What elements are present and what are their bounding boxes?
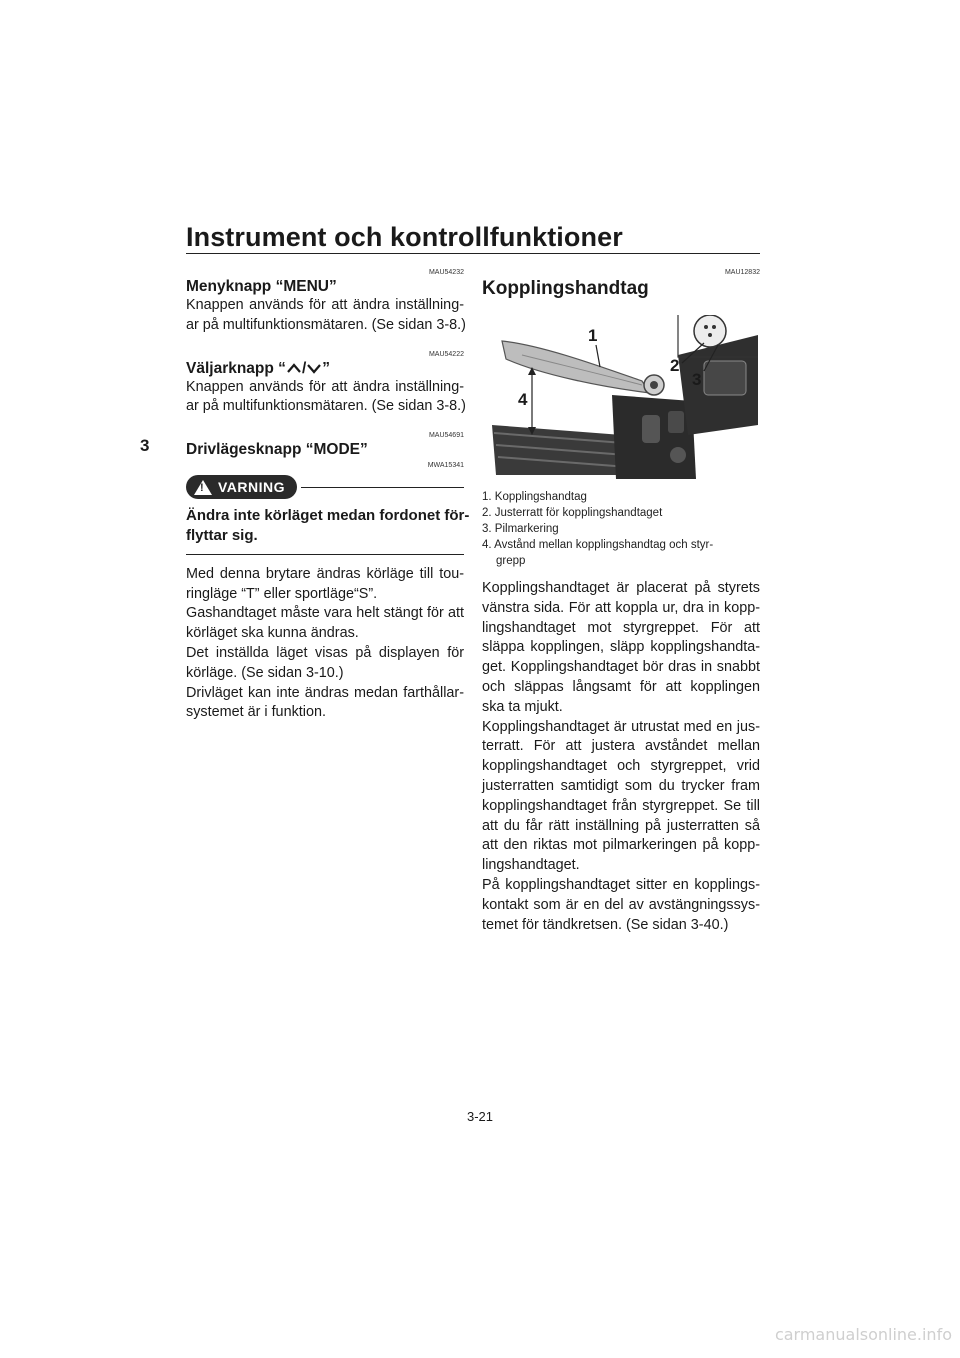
- figure-label-4: 4: [518, 390, 528, 409]
- text-line: att du får rätt inställning på justerratten så: [482, 817, 760, 834]
- chevron-down-icon: [306, 362, 322, 374]
- select-button-heading: [186, 359, 464, 378]
- text-line: Det inställda läget visas på displayen för: [186, 644, 464, 661]
- text-line: körläge. (Se sidan 3-10.): [186, 664, 344, 681]
- text-line: Kopplingshandtaget är placerat på styrets: [482, 580, 760, 596]
- page-number: 3-21: [466, 1109, 494, 1124]
- caption: 4. Avstånd mellan kopplingshandtag och styr-: [482, 539, 714, 551]
- mode-button-text: [186, 565, 464, 723]
- figure-label-2: 2: [670, 356, 680, 375]
- warning-icon: [194, 480, 212, 495]
- text-line: Ändra inte körläget medan fordonet för-: [186, 507, 470, 525]
- watermark: carmanualsonline.info: [774, 1325, 952, 1344]
- chevron-up-icon: [286, 362, 302, 374]
- text-line: flyttar sig.: [186, 526, 258, 544]
- clutch-lever-figure: [482, 315, 758, 479]
- caption-continuation: grepp: [496, 555, 526, 567]
- section-code: MAU54232: [428, 269, 464, 276]
- clutch-lever-illustration: [482, 315, 758, 479]
- header-rule: [186, 253, 760, 254]
- text-line: lingshandtaget mot styrgreppet. För att: [482, 619, 760, 636]
- text-line: temet för tändkretsen. (Se sidan 3-40.): [482, 916, 729, 933]
- heading-part: Väljarknapp “: [186, 359, 286, 377]
- mode-button-heading: Drivlägesknapp “MODE”: [186, 441, 368, 459]
- text-line: ar på multifunktionsmätaren. (Se sidan 3-8.): [186, 316, 466, 333]
- menu-button-text: [186, 296, 464, 336]
- chapter-tab: 3: [140, 436, 150, 455]
- text-line: ska ta mjukt.: [482, 698, 563, 715]
- text-line: att den riktas mot pilmarkeringen på kopp-: [482, 837, 760, 854]
- text-line: kopplingshandtaget från styrgreppet. Se till: [482, 797, 760, 814]
- heading-part: ”: [322, 359, 330, 377]
- text-line: Med denna brytare ändras körläge till tou-: [186, 565, 464, 582]
- warning-badge: [186, 475, 297, 499]
- warning-code: MWA15341: [427, 462, 464, 470]
- clutch-lever-text: [482, 579, 760, 935]
- text-line: lingshandtaget.: [482, 857, 580, 874]
- page-title: Instrument och kontrollfunktioner: [186, 222, 623, 252]
- text-line: På kopplingshandtaget sitter en kopplings-: [482, 876, 760, 893]
- text-line: och släppas långsamt för att kopplingen: [482, 678, 760, 695]
- text-line: släppa kopplingen, släpp kopplingshandta-: [482, 639, 760, 656]
- caption: 1. Kopplingshandtag: [482, 491, 587, 503]
- figure-label-3: 3: [692, 370, 702, 389]
- select-button-text: [186, 378, 464, 418]
- clutch-lever-heading: Kopplingshandtag: [482, 278, 649, 299]
- warning-text: [186, 506, 470, 546]
- warning-header: [186, 474, 464, 500]
- text-line: körläget ska kunna ändras.: [186, 625, 359, 642]
- text-line: systemet är i funktion.: [186, 704, 326, 721]
- text-line: Kopplingshandtaget är utrustat med en jus-: [482, 718, 760, 735]
- section-code: MAU12832: [724, 269, 760, 276]
- text-line: terratt. För att justera avståndet mellan: [482, 738, 760, 755]
- section-code: MAU54691: [428, 432, 464, 440]
- text-line: ar på multifunktionsmätaren. (Se sidan 3-8.): [186, 398, 466, 415]
- section-code: MAU54222: [428, 350, 464, 358]
- warning-bottom-rule: [186, 554, 464, 555]
- text-line: get. Kopplingshandtaget bör dras in snabbt: [482, 659, 760, 676]
- text-line: Drivläget kan inte ändras medan farthållar-: [186, 684, 464, 701]
- text-line: Gashandtaget måste vara helt stängt för att: [186, 605, 464, 622]
- text-line: Knappen används för att ändra inställning-: [186, 378, 464, 395]
- figure-captions: [482, 489, 760, 569]
- text-line: kopplingshandtaget och styrgreppet, vrid: [482, 758, 760, 775]
- warning-label: VARNING: [218, 479, 286, 496]
- menu-button-heading: Menyknapp “MENU”: [186, 278, 337, 295]
- text-line: ringläge “T” eller sportläge“S”.: [186, 585, 378, 602]
- text-line: kontakt som är en del av avstängningssys-: [482, 896, 760, 913]
- text-line: vänstra sida. För att koppla ur, dra in kopp-: [482, 599, 760, 616]
- figure-label-1: 1: [588, 326, 598, 345]
- heading-part: /: [301, 359, 307, 377]
- left-column: [186, 268, 470, 723]
- caption: 3. Pilmarkering: [482, 523, 559, 535]
- warning-rule: [301, 487, 464, 488]
- text-line: Knappen används för att ändra inställning-: [186, 297, 464, 313]
- right-column: [482, 268, 760, 935]
- caption: 2. Justerratt för kopplingshandtaget: [482, 507, 663, 519]
- text-line: justerratten samtidigt som du trycker fram: [482, 777, 760, 794]
